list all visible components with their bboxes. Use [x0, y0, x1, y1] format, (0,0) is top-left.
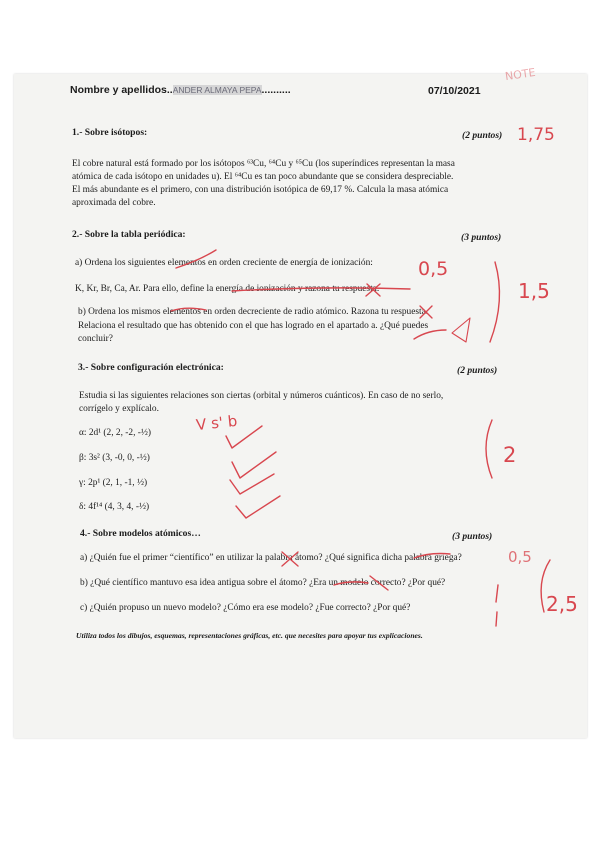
- q3-item-beta: β: 3s² (3, -0, 0, -½): [79, 453, 150, 463]
- q4-bracket: [541, 560, 550, 612]
- grade-q2: 1,5: [518, 279, 550, 303]
- q4-tally-1: [496, 585, 498, 602]
- q3-item-alpha: α: 2d¹ (2, 2, -2, -½): [79, 428, 152, 438]
- q2-b-line-2: Relaciona el resultado que has obtenido con el que has logrado en el apartado a. ¿Qué puedes: [78, 321, 429, 331]
- q3-check-delta: [236, 496, 280, 518]
- q4-b-underline: [334, 582, 368, 585]
- q3-intro-1: Estudia si las siguientes relaciones son ciertas (orbital y números cuánticos). En caso de no serlo,: [79, 391, 444, 401]
- q4-a-underline: [414, 554, 450, 559]
- q3-points: (2 puntos): [457, 365, 498, 376]
- q3-intro-2: corrígelo y explícalo.: [79, 404, 159, 414]
- q2-title: 2.- Sobre la tabla periódica:: [72, 229, 186, 240]
- q3-title: 3.- Sobre configuración electrónica:: [78, 362, 224, 373]
- q2-a-underline: [232, 288, 410, 291]
- grade-q3-note: V s' b: [195, 411, 239, 435]
- q2-b-line-3: concluir?: [78, 334, 113, 344]
- q4-title: 4.- Sobre modelos atómicos…: [80, 528, 201, 539]
- q1-title: 1.- Sobre isótopos:: [72, 127, 148, 138]
- q2-a-cross: [366, 284, 380, 296]
- grade-total: NOTE: [504, 65, 537, 84]
- q3-check-alpha: [226, 426, 262, 448]
- q4-b: b) ¿Qué científico mantuvo esa idea antigua sobre el átomo? ¿Era un modelo correcto? ¿Por qué?: [80, 578, 446, 588]
- q4-a-cross: [282, 552, 298, 566]
- name-label: Nombre y apellidos..: [70, 84, 173, 96]
- footer-instructions: Utiliza todos los dibujos, esquemas, representaciones gráficas, etc. que necesites para apoyar tus explicaciones.: [76, 631, 423, 640]
- q1-points: (2 puntos): [462, 130, 503, 141]
- q3-item-delta: δ: 4f¹⁴ (4, 3, 4, -½): [79, 502, 150, 512]
- q2-b-stroke: [414, 330, 446, 339]
- q3-check-beta: [232, 452, 276, 478]
- grade-q4: 2,5: [546, 592, 578, 616]
- q2-b-underline: [171, 308, 206, 311]
- name-value-redacted: ANDER ALMAYA PEPA: [172, 85, 262, 95]
- q4-c: c) ¿Quién propuso un nuevo modelo? ¿Cómo era ese modelo? ¿Fue correcto? ¿Por qué?: [80, 603, 411, 613]
- q2-b-cross: [420, 306, 432, 318]
- q2-b-line-1: b) Ordena los mismos elementos en orden decreciente de radio atómico. Razona tu respuesta.: [78, 307, 429, 317]
- grade-q2a: 0,5: [418, 258, 449, 280]
- q3-bracket: [486, 420, 492, 478]
- q1-line-2: atómica de cada isótopo en unidades u). El ⁶⁴Cu es tan poco abundante que se considera despreciable.: [72, 172, 454, 182]
- q2-bracket: [490, 262, 499, 342]
- q2-b-delta: [452, 318, 470, 342]
- q4-b-strike: [370, 576, 388, 590]
- q4-a: a) ¿Quién fue el primer “científico” en utilizar la palabra átomo? ¿Qué significa dicha palabra griega?: [80, 553, 462, 563]
- q1-line-4: aproximada del cobre.: [72, 198, 156, 208]
- grade-q3: 2: [503, 443, 517, 467]
- q4-points: (3 puntos): [452, 531, 493, 542]
- q2-points: (3 puntos): [461, 232, 502, 243]
- q4-tally-2: [496, 612, 497, 626]
- q3-check-gamma: [230, 474, 274, 494]
- q2-a-tick-stroke: [176, 250, 216, 268]
- q2-a-line-2: K, Kr, Br, Ca, Ar. Para ello, define la energía de ionización y razona tu respuesta.: [75, 284, 380, 294]
- name-dots: ..........: [261, 84, 291, 96]
- grade-q4a: 0,5: [508, 548, 532, 566]
- q1-line-3: El más abundante es el primero, con una distribución isotópica de 69,17 %. Calcula la masa atómica: [72, 185, 449, 195]
- exam-date: 07/10/2021: [428, 85, 481, 97]
- q2-a: a) Ordena los siguientes elementos en orden creciente de energía de ionización:: [75, 258, 373, 268]
- q1-line-1: El cobre natural está formado por los isótopos ⁶³Cu, ⁶⁴Cu y ⁶⁵Cu (los superíndices representan la masa: [72, 159, 455, 169]
- grade-q1: 1,75: [517, 125, 555, 145]
- q3-item-gamma: γ: 2p¹ (2, 1, -1, ½): [79, 478, 148, 488]
